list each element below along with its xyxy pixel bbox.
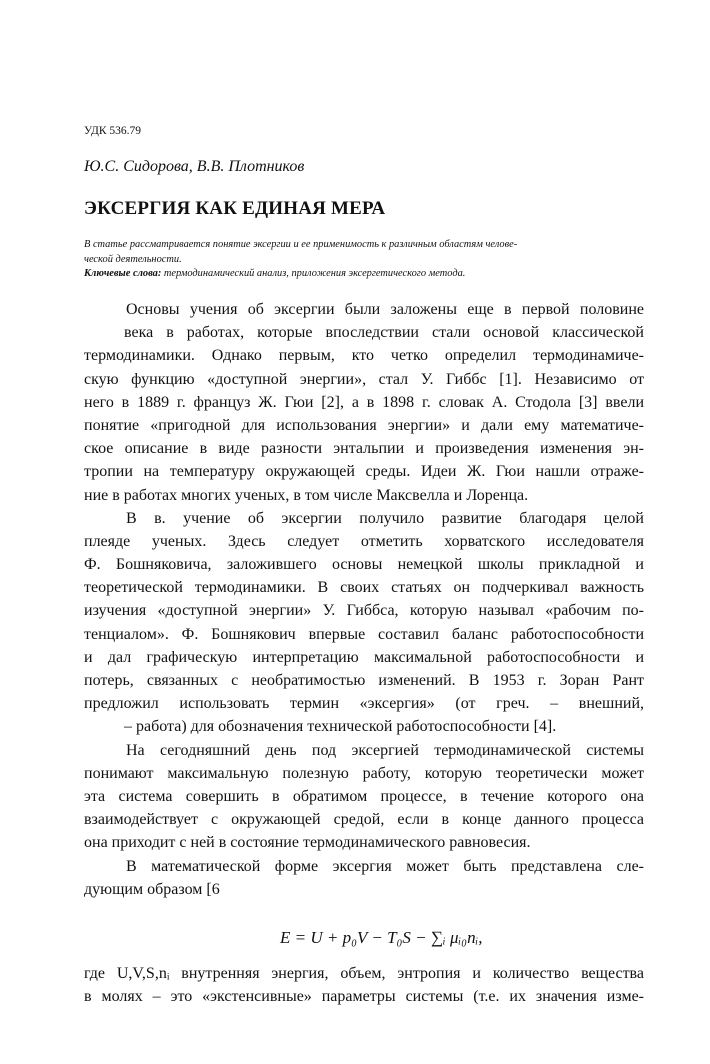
body-line: где U,V,S,nᵢ внутренняя энергия, объем, энтропия и количество вещества [84,965,644,982]
body-line: Ф. Бошняковича, заложившего основы немецкой школы прикладной и [84,556,644,574]
body-line: На сегодняшний день под эксергией термодинамической системы [126,741,644,759]
body-line: ние в работах многих ученых, в том числе Максвелла и Лоренца. [84,486,529,504]
body-line: плеяде ученых. Здесь следует отметить хорватского исследователя [84,532,644,550]
body-line: дующим образом [6 [84,880,220,898]
body-line: потерь, связанных с необратимостью изменений. В 1953 г. Зоран Рант [84,672,644,689]
body-line: – работа) для обозначения технической работоспособности [4]. [124,718,557,736]
keywords [84,267,644,282]
body-line: него в 1889 г. француз Ж. Гюи [2], а в 1898 г. словак А. Стодола [3] ввели [84,393,644,411]
body-line: понятие «пригодной для использования энергии» и дали ему математиче- [84,416,644,434]
body-line: В математической форме эксергия может быть представлена сле- [126,857,644,875]
keywords-text: термодинамический анализ, приложения эксергетического метода. [161,268,466,279]
keywords-label: Ключевые слова: [84,268,162,279]
body-text-continued [84,962,644,1008]
exergy-formula: E = U + p₀V − T₀S − ∑ᵢ μᵢ₀nᵢ, [280,928,483,947]
body-line: тропии на температуру окружающей среды. Идеи Ж. Гюи нашли отраже- [84,463,644,481]
body-line: тенциалом». Ф. Бошнякович впервые составил баланс работоспособности [84,625,644,643]
body-line: и дал графическую интерпретацию максимальной работоспособности и [84,648,644,666]
authors: Ю.С. Сидорова, В.В. Плотников [84,158,305,175]
body-line: скую функцию «доступной энергии», стал У. Гиббс [1]. Независимо от [84,370,644,388]
abstract-line: ческой деятельности. [84,253,182,265]
abstract [84,238,644,282]
body-line: она приходит с ней в состояние термодинамического равновесия. [84,834,531,852]
paper-title: ЭКСЕРГИЯ КАК ЕДИНАЯ МЕРА [84,198,386,219]
body-line: теоретической термодинамики. В своих статьях он подчеркивал важность [84,579,644,597]
body-text [84,298,644,901]
body-line: понимают максимальную полезную работу, которую теоретически может [84,764,644,782]
body-line: термодинамики. Однако первым, кто четко определил термодинамиче- [84,347,644,365]
abstract-line: В статье рассматривается понятие эксергии и ее применимость к различным областям челове- [84,239,518,250]
body-line: Основы учения об эксергии были заложены еще в первой половине [126,301,644,318]
body-line: ское описание в виде разности энтальпии и произведения изменения эн- [84,440,644,458]
body-line: в молях – это «экстенсивные» параметры системы (т.е. их значения изме- [84,988,644,1006]
body-line: эта система совершить в обратимом процессе, в течение которого она [84,787,644,805]
body-line: взаимодействует с окружающей средой, если в конце данного процесса [84,811,644,829]
body-line: века в работах, которые впоследствии стали основой классической [124,324,644,342]
udk-code: УДК 536.79 [84,125,141,137]
body-line: В в. учение об эксергии получило развитие благодаря целой [126,509,644,527]
body-line: изучения «доступной энергии» У. Гиббса, которую называл «рабочим по- [84,602,644,620]
body-line: предложил использовать термин «эксергия» (от греч. – внешний, [84,695,644,713]
